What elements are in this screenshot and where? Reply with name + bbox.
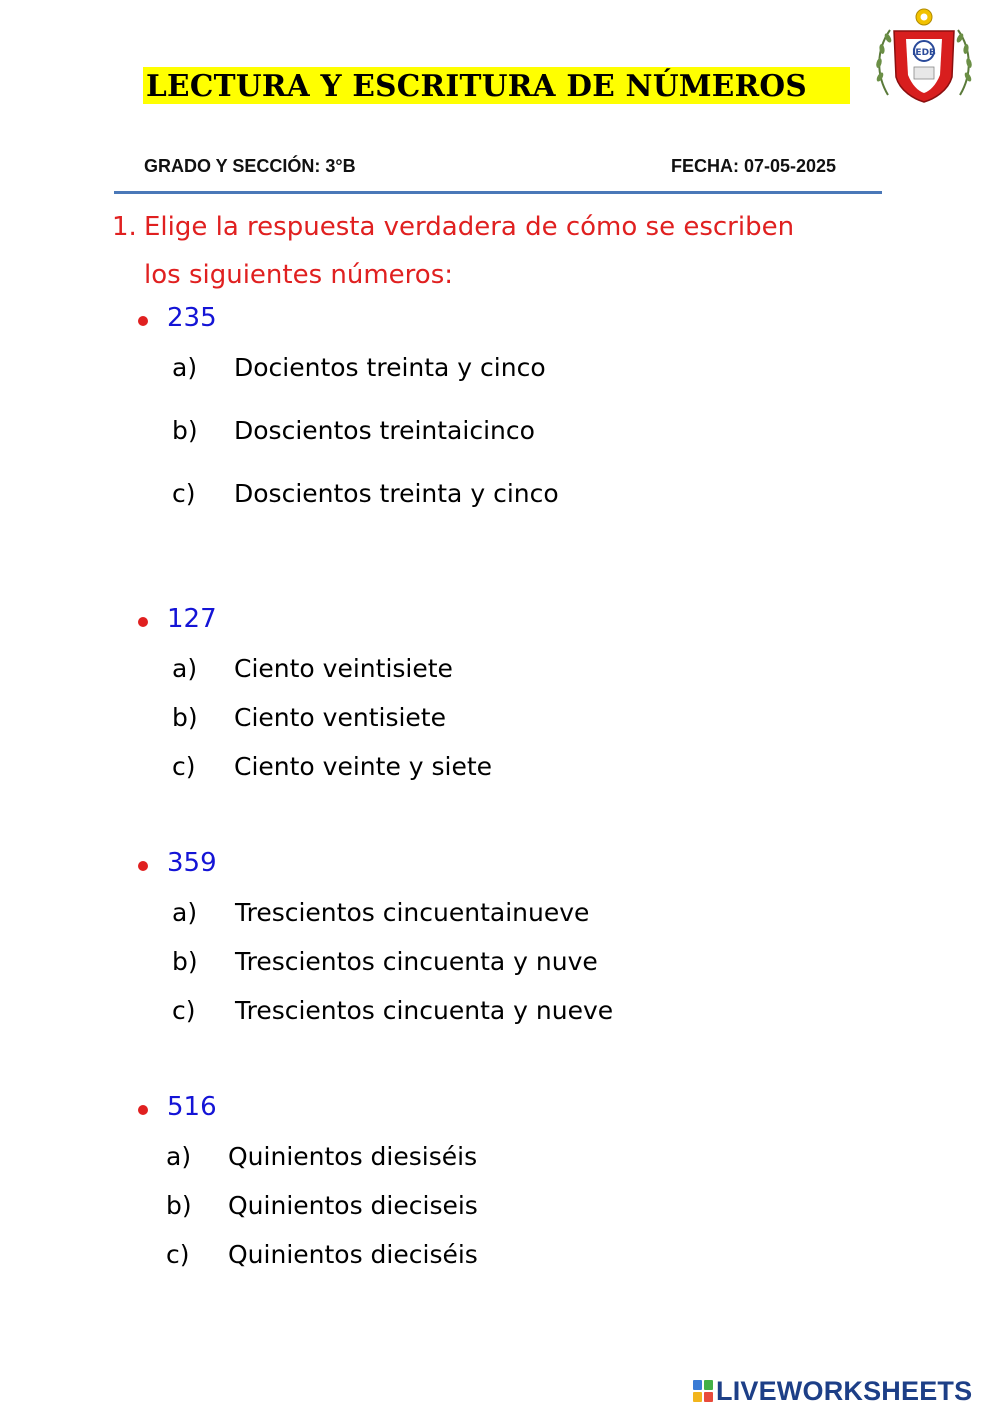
option-text[interactable]: Quinientos dieciséis: [228, 1240, 478, 1269]
option-letter: c): [172, 479, 196, 508]
footer-brand: [693, 1376, 972, 1406]
question-number: 359: [167, 848, 217, 878]
instruction-number: 1.: [112, 212, 137, 242]
option-letter: b): [172, 703, 198, 732]
option-letter: a): [172, 898, 198, 927]
option-letter: a): [172, 353, 198, 382]
option-text[interactable]: Trescientos cincuenta y nueve: [235, 996, 614, 1025]
bullet-icon: [138, 316, 148, 326]
option-letter: a): [172, 654, 198, 683]
bullet-icon: [138, 861, 148, 871]
instruction-line-2: los siguientes números:: [144, 260, 454, 290]
header-divider: [114, 191, 882, 194]
school-crest-icon: [868, 5, 980, 107]
option-text[interactable]: Ciento veinte y siete: [234, 752, 493, 781]
option-text[interactable]: Quinientos dieciseis: [228, 1191, 478, 1220]
option-text[interactable]: Trescientos cincuenta y nuve: [235, 947, 598, 976]
liveworksheets-logo-icon: [693, 1380, 713, 1402]
option-letter: c): [172, 996, 196, 1025]
option-letter: c): [172, 752, 196, 781]
option-text[interactable]: Quinientos diesiséis: [228, 1142, 478, 1171]
page-title: LECTURA Y ESCRITURA DE NÚMEROS: [146, 68, 808, 103]
bullet-icon: [138, 617, 148, 627]
footer-brand-text: LIVEWORKSHEETS: [716, 1375, 973, 1406]
option-letter: c): [166, 1240, 190, 1269]
question-number: 516: [167, 1092, 217, 1122]
instruction-line-1: Elige la respuesta verdadera de cómo se escriben: [144, 212, 795, 242]
option-letter: b): [166, 1191, 192, 1220]
date-label: FECHA: 07-05-2025: [671, 156, 837, 176]
option-text[interactable]: Ciento veintisiete: [234, 654, 453, 683]
option-letter: b): [172, 416, 198, 445]
option-text[interactable]: Docientos treinta y cinco: [234, 353, 546, 382]
option-text[interactable]: Ciento ventisiete: [234, 703, 446, 732]
option-letter: a): [166, 1142, 192, 1171]
question-number: 127: [167, 604, 217, 634]
option-text[interactable]: Trescientos cincuentainueve: [235, 898, 590, 927]
option-text[interactable]: Doscientos treinta y cinco: [234, 479, 559, 508]
option-text[interactable]: Doscientos treintaicinco: [234, 416, 535, 445]
bullet-icon: [138, 1105, 148, 1115]
grade-section-label: GRADO Y SECCIÓN: 3°B: [144, 156, 356, 176]
question-number: 235: [167, 303, 217, 333]
option-letter: b): [172, 947, 198, 976]
svg-text:IEDB: IEDB: [912, 48, 936, 58]
